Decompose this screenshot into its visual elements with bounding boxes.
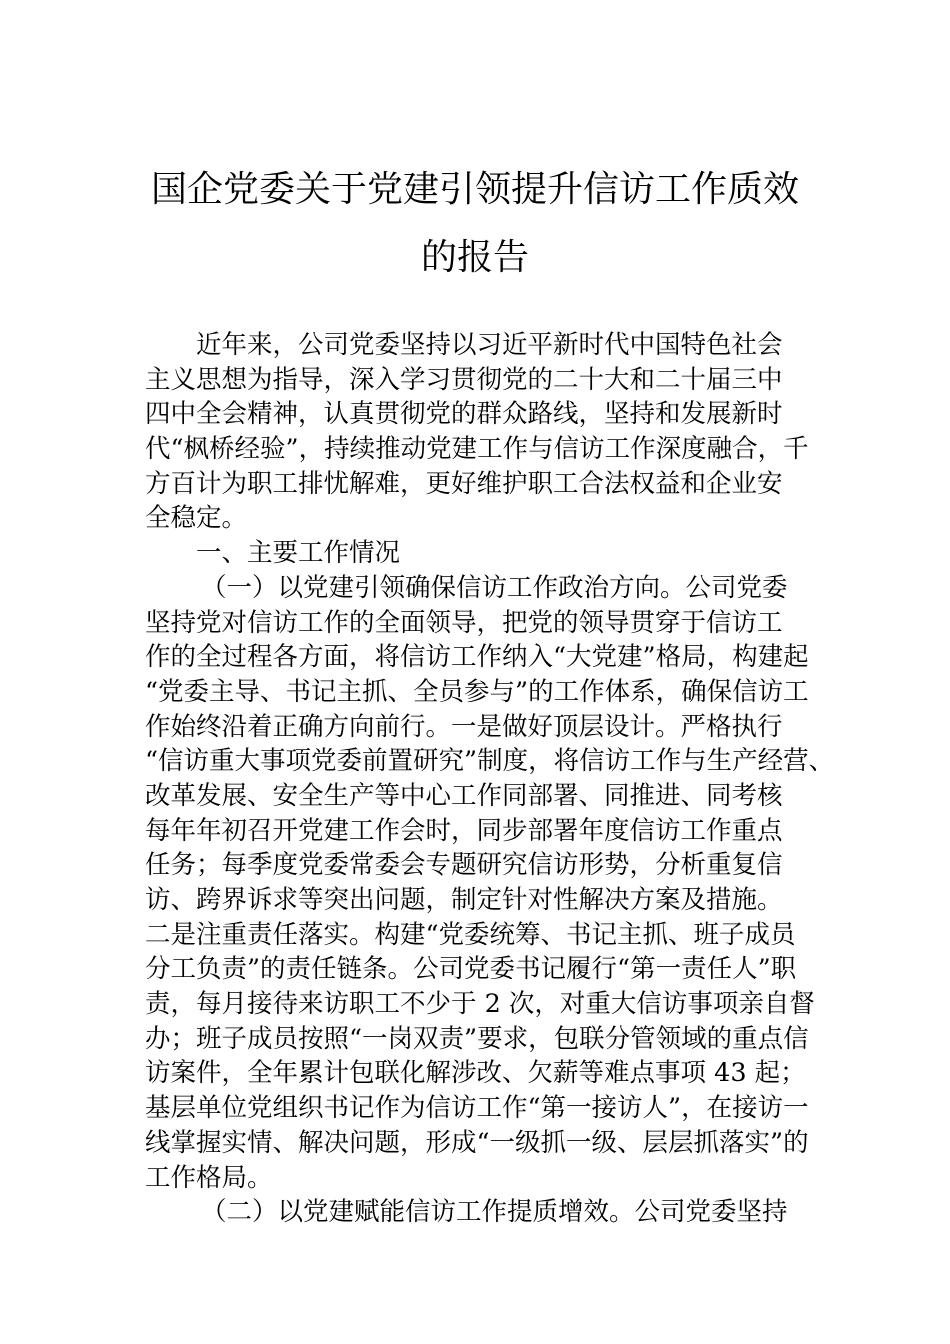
- text-line: 分工负责”的责任链条。公司党委书记履行“第一责任人”职: [145, 954, 797, 985]
- document-body: [145, 328, 835, 1230]
- text-line: 访案件，全年累计包联化解涉改、欠薪等难点事项 43 起；: [145, 1058, 806, 1089]
- text-line: 二是注重责任落实。构建“党委统筹、书记主抓、班子成员: [145, 919, 796, 950]
- text-line: 代“枫桥经验”，持续推动党建工作与信访工作深度融合，千: [145, 434, 809, 465]
- text-line: 每年年初召开党建工作会时，同步部署年度信访工作重点: [145, 815, 783, 846]
- text-line: 任务；每季度党委常委会专题研究信访形势，分析重复信: [145, 850, 783, 881]
- text-line: （一）以党建引领确保信访工作政治方向。公司党委: [201, 572, 788, 603]
- text-line: 责，每月接待来访职工不少于 2 次，对重大信访事项亲自督: [145, 989, 815, 1020]
- text-line: “党委主导、书记主抓、全员参与”的工作体系，确保信访工: [145, 676, 809, 707]
- text-line: 方百计为职工排忧解难，更好维护职工合法权益和企业安: [145, 468, 783, 499]
- text-line: 坚持党对信访工作的全面领导，把党的领导贯穿于信访工: [145, 607, 783, 638]
- document-title-line-1: 国企党委关于党建引领提升信访工作质效: [150, 169, 799, 210]
- text-line: 四中全会精神，认真贯彻党的群众路线，坚持和发展新时: [145, 399, 783, 430]
- text-line: 近年来，公司党委坚持以习近平新时代中国特色社会: [196, 330, 783, 360]
- text-line: 作始终沿着正确方向前行。一是做好顶层设计。严格执行: [145, 711, 783, 742]
- text-line: 访、跨界诉求等突出问题，制定针对性解决方案及措施。: [145, 885, 783, 915]
- text-line: 基层单位党组织书记作为信访工作“第一接访人”，在接访一: [145, 1093, 809, 1124]
- text-line: 办；班子成员按照“一岗双责”要求，包联分管领域的重点信: [145, 1023, 809, 1054]
- text-line: 线掌握实情、解决问题，形成“一级抓一级、层层抓落实”的: [145, 1127, 809, 1158]
- text-line: “信访重大事项党委前置研究”制度，将信访工作与生产经营、: [145, 746, 835, 777]
- text-line: 工作格局。: [145, 1162, 273, 1193]
- section-heading: 一、主要工作情况: [196, 538, 401, 569]
- text-line: 主义思想为指导，深入学习贯彻党的二十大和二十届三中: [145, 364, 783, 395]
- text-line: 改革发展、安全生产等中心工作同部署、同推进、同考核: [145, 780, 783, 811]
- text-line: 全稳定。: [145, 503, 248, 534]
- text-line: 作的全过程各方面，将信访工作纳入“大党建”格局，构建起: [145, 642, 809, 673]
- text-line: （二）以党建赋能信访工作提质增效。公司党委坚持: [201, 1197, 788, 1228]
- document-title-line-2: 的报告: [420, 237, 529, 278]
